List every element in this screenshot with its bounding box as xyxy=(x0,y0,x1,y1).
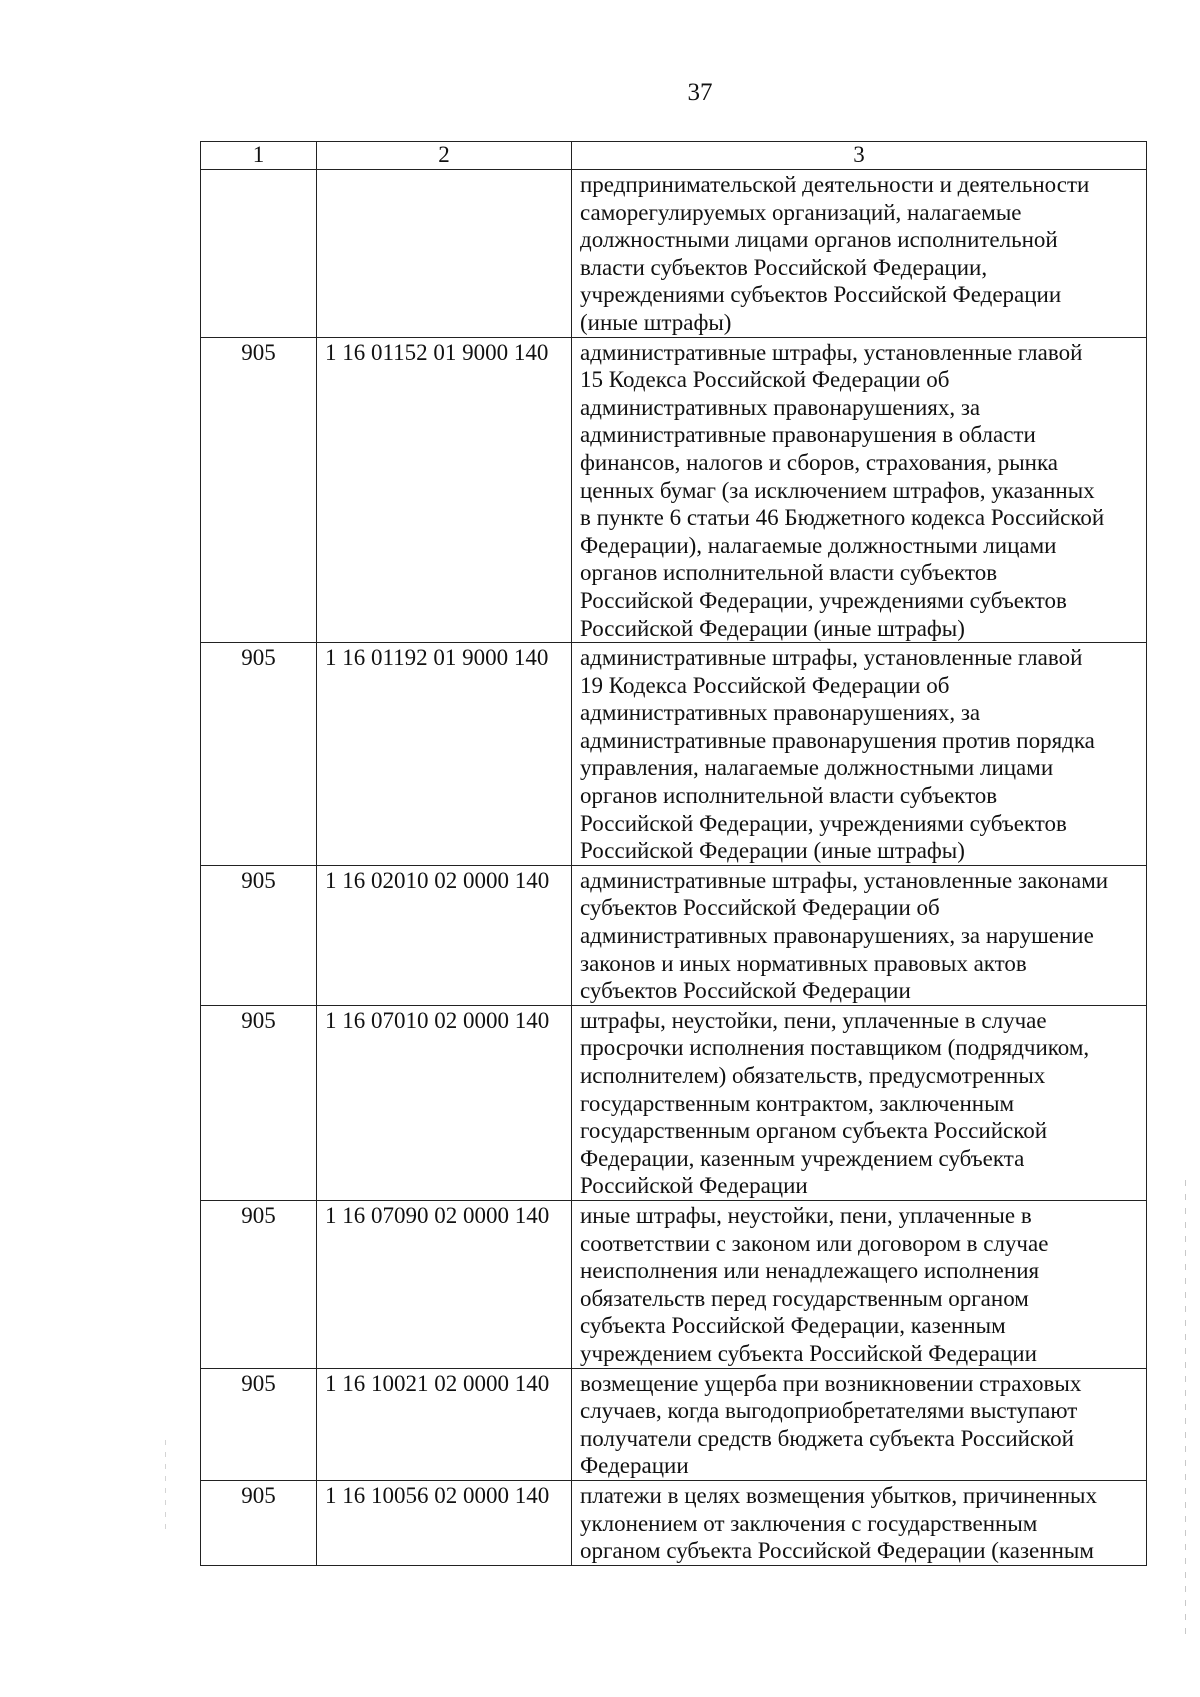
description-line: возмещение ущерба при возникновении страховых xyxy=(580,1370,1082,1396)
table-row xyxy=(201,170,1147,338)
description-line: обязательств перед государственным органом xyxy=(580,1285,1029,1311)
description-line: Российской Федерации (иные штрафы) xyxy=(580,838,965,864)
description-line: в пункте 6 статьи 46 Бюджетного кодекса Российской xyxy=(580,505,1105,531)
scan-margin-mark xyxy=(1185,1180,1186,1640)
revenue-code-cell: 1 16 10056 02 0000 140 xyxy=(317,1480,572,1565)
administrator-code-cell xyxy=(201,170,317,338)
description-line: соответствии с законом или договором в случае xyxy=(580,1230,1049,1256)
description-line: уклонением от заключения с государственным xyxy=(580,1510,1038,1536)
description-line: 15 Кодекса Российской Федерации об xyxy=(580,367,950,393)
description-line: административных правонарушениях, за xyxy=(580,700,981,726)
description-line: административных правонарушениях, за xyxy=(580,394,981,420)
description-line: просрочки исполнения поставщиком (подрядчиком, xyxy=(580,1035,1090,1061)
table-header-row xyxy=(201,142,1147,170)
revenue-code-cell: 1 16 07090 02 0000 140 xyxy=(317,1200,572,1368)
description-line: штрафы, неустойки, пени, уплаченные в случае xyxy=(580,1007,1047,1033)
administrator-code-cell: 905 xyxy=(201,1368,317,1480)
description-line: административные штрафы, установленные законами xyxy=(580,867,1109,893)
description-line: административные штрафы, установленные главой xyxy=(580,645,1083,671)
description-line: субъектов Российской Федерации xyxy=(580,978,911,1004)
description-line: административные правонарушения против порядка xyxy=(580,727,1095,753)
revenue-description-cell xyxy=(572,1368,1147,1480)
table-row xyxy=(201,337,1147,643)
revenue-description-cell xyxy=(572,643,1147,866)
description-line: предпринимательской деятельности и деятельности xyxy=(580,172,1090,197)
revenue-description-cell xyxy=(572,865,1147,1005)
description-line: (иные штрафы) xyxy=(580,309,732,335)
revenue-codes-table xyxy=(200,141,1147,1566)
description-line: Российской Федерации, учреждениями субъектов xyxy=(580,810,1067,836)
revenue-code-cell: 1 16 01152 01 9000 140 xyxy=(317,337,572,643)
description-line: административные штрафы, установленные главой xyxy=(580,339,1083,365)
revenue-description-cell xyxy=(572,337,1147,643)
table-row xyxy=(201,643,1147,866)
administrator-code-cell: 905 xyxy=(201,643,317,866)
description-line: должностными лицами органов исполнительной xyxy=(580,227,1058,253)
revenue-code-cell: 1 16 10021 02 0000 140 xyxy=(317,1368,572,1480)
description-line: законов и иных нормативных правовых актов xyxy=(580,950,1027,976)
description-line: Российской Федерации xyxy=(580,1173,808,1199)
description-line: иные штрафы, неустойки, пени, уплаченные в xyxy=(580,1202,1032,1228)
description-line: учреждением субъекта Российской Федерации xyxy=(580,1340,1037,1366)
page-number: 37 xyxy=(687,79,713,106)
administrator-code-cell: 905 xyxy=(201,1200,317,1368)
description-line: органов исполнительной власти субъектов xyxy=(580,783,998,809)
description-line: Федерации, казенным учреждением субъекта xyxy=(580,1145,1025,1171)
description-line: исполнителем) обязательств, предусмотренных xyxy=(580,1063,1046,1088)
description-line: 19 Кодекса Российской Федерации об xyxy=(580,672,950,698)
description-line: случаев, когда выгодоприобретателями выступают xyxy=(580,1398,1078,1424)
scan-margin-mark-left xyxy=(165,1440,166,1530)
table-row xyxy=(201,1005,1147,1200)
revenue-description-cell xyxy=(572,170,1147,338)
revenue-description-cell xyxy=(572,1480,1147,1565)
description-line: органом субъекта Российской Федерации (казенным xyxy=(580,1538,1094,1564)
column-header-3: 3 xyxy=(572,142,1147,170)
revenue-description-cell xyxy=(572,1005,1147,1200)
table-row xyxy=(201,865,1147,1005)
description-line: ценных бумаг (за исключением штрафов, указанных xyxy=(580,477,1095,503)
description-line: получатели средств бюджета субъекта Российской xyxy=(580,1425,1074,1451)
revenue-code-cell xyxy=(317,170,572,338)
table-row xyxy=(201,1368,1147,1480)
table-row xyxy=(201,1200,1147,1368)
administrator-code-cell: 905 xyxy=(201,1005,317,1200)
column-header-2: 2 xyxy=(317,142,572,170)
table-row xyxy=(201,1480,1147,1565)
revenue-code-cell: 1 16 07010 02 0000 140 xyxy=(317,1005,572,1200)
description-line: административные правонарушения в области xyxy=(580,422,1036,448)
description-line: государственным органом субъекта Российской xyxy=(580,1118,1048,1144)
column-header-1: 1 xyxy=(201,142,317,170)
description-line: Федерации xyxy=(580,1453,689,1479)
revenue-description-cell xyxy=(572,1200,1147,1368)
revenue-code-cell: 1 16 02010 02 0000 140 xyxy=(317,865,572,1005)
description-line: административных правонарушениях, за нарушение xyxy=(580,923,1094,949)
description-line: платежи в целях возмещения убытков, причиненных xyxy=(580,1482,1097,1508)
description-line: Федерации), налагаемые должностными лицами xyxy=(580,532,1057,558)
revenue-code-cell: 1 16 01192 01 9000 140 xyxy=(317,643,572,866)
description-line: финансов, налогов и сборов, страхования, рынка xyxy=(580,449,1059,475)
administrator-code-cell: 905 xyxy=(201,337,317,643)
description-line: власти субъектов Российской Федерации, xyxy=(580,254,988,280)
description-line: учреждениями субъектов Российской Федерации xyxy=(580,282,1062,308)
description-line: субъектов Российской Федерации об xyxy=(580,895,940,921)
administrator-code-cell: 905 xyxy=(201,865,317,1005)
description-line: управления, налагаемые должностными лицами xyxy=(580,755,1054,781)
description-line: саморегулируемых организаций, налагаемые xyxy=(580,199,1022,225)
description-line: органов исполнительной власти субъектов xyxy=(580,560,998,586)
description-line: государственным контрактом, заключенным xyxy=(580,1090,1015,1116)
description-line: субъекта Российской Федерации, казенным xyxy=(580,1313,1006,1339)
description-line: неисполнения или ненадлежащего исполнения xyxy=(580,1258,1040,1284)
description-line: Российской Федерации (иные штрафы) xyxy=(580,615,965,641)
description-line: Российской Федерации, учреждениями субъектов xyxy=(580,587,1067,613)
administrator-code-cell: 905 xyxy=(201,1480,317,1565)
